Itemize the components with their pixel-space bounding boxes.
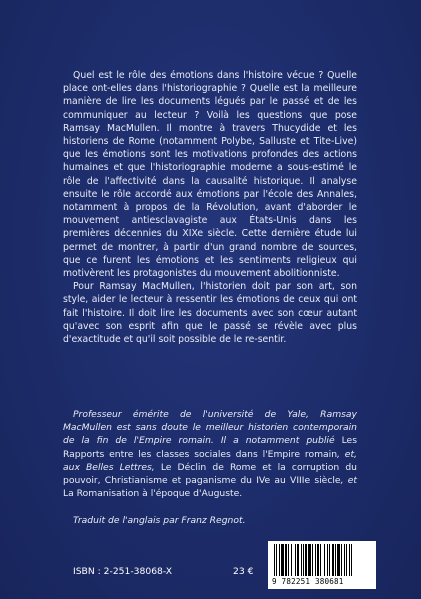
barcode <box>268 541 376 589</box>
barcode-bar <box>274 544 275 576</box>
barcode-bar <box>329 544 330 576</box>
barcode-bar <box>276 544 277 576</box>
bio-part-1: Professeur émérite de l'université de Yale, Ramsay MacMullen est sans doute le meilleur historien contemporain de la fin de l'Empire romain. Il a notamment publié <box>63 409 357 447</box>
barcode-bar <box>320 544 321 576</box>
barcode-bar <box>346 544 347 576</box>
bio-title-1: Les Rapports entre les classes sociales dans l'Empire romain <box>63 435 357 460</box>
barcode-bar <box>291 544 292 576</box>
barcode-bar <box>279 544 280 576</box>
barcode-bars <box>274 544 370 576</box>
barcode-number: 9 782251 380681 <box>272 577 344 586</box>
barcode-bar <box>332 544 334 576</box>
bio-part-3: , et <box>340 475 357 487</box>
barcode-bar <box>349 544 350 576</box>
barcode-bar <box>288 544 289 576</box>
barcode-bar <box>335 544 336 576</box>
bio-title-2: Le Déclin de Rome et la corruption du pouvoir, Christianisme et paganisme du IVe au VIIIe siècle <box>63 461 357 487</box>
barcode-bar <box>281 544 284 576</box>
translator-credit: Traduit de l'anglais par Franz Regnot. <box>73 515 246 526</box>
barcode-bar <box>324 544 325 576</box>
barcode-bar <box>285 544 287 576</box>
summary-paragraph-2: Pour Ramsay MacMullen, l'historien doit par son art, son style, aider le lecteur à ressentir les émotions de ceux qui ont fait l'histoire. Il doit lire les documents avec son cœur autant qu'avec son esprit afin que le passé se révèle avec plus d'exactitude et qu'il soit possible de le re-sentir. <box>63 281 357 346</box>
bio-part-2: , et, aux Belles Lettres, <box>63 448 357 473</box>
barcode-bar <box>341 544 342 576</box>
author-bio <box>63 408 357 500</box>
barcode-bar <box>301 544 302 576</box>
barcode-bar <box>295 544 296 576</box>
barcode-bar <box>303 544 304 576</box>
summary-paragraph-1: Quel est le rôle des émotions dans l'histoire vécue ? Quelle place ont-elles dans l'historiographie ? Quelle est la meilleure manière de lire les documents légués par le passé et de les communiquer au lecteur ? Voilà les questions que pose Ramsay MacMullen. Il montre à travers Thucydide et les historiens de Rome (notamment Polybe, Salluste et Tite-Live) que les émotions sont les motivations profondes des actions humaines et que l'historiographie moderne a sous-estimé le rôle de l'affectivité dans la causalité historique. Il analyse ensuite le rôle accordé aux émotions par l'école des Annales, notamment à propos de la Révolution, avant d'aborder le mouvement antiesclavagiste aux États-Unis dans les premières décennies du XIXe siècle. Cette dernière étude lui permet de montrer, à partir d'un grand nombre de sources, que ce furent les émotions et les sentiments religieux qui motivèrent les protagonistes du mouvement abolitionniste. <box>63 70 357 280</box>
barcode-bar <box>315 544 316 576</box>
barcode-bar <box>351 544 352 576</box>
bio-part-4: . <box>239 488 243 500</box>
barcode-bar <box>308 544 311 576</box>
bio-title-3: La Romanisation à l'époque d'Auguste <box>63 488 240 500</box>
barcode-bar <box>305 544 307 576</box>
barcode-bar <box>312 544 313 576</box>
barcode-bar <box>344 544 345 576</box>
barcode-bar <box>297 544 299 576</box>
isbn: ISBN : 2-251-38068-X <box>73 566 173 577</box>
barcode-bar <box>327 544 328 576</box>
barcode-bar <box>317 544 319 576</box>
barcode-bar <box>337 544 340 576</box>
summary-text <box>63 69 357 346</box>
price: 23 € <box>233 566 254 577</box>
